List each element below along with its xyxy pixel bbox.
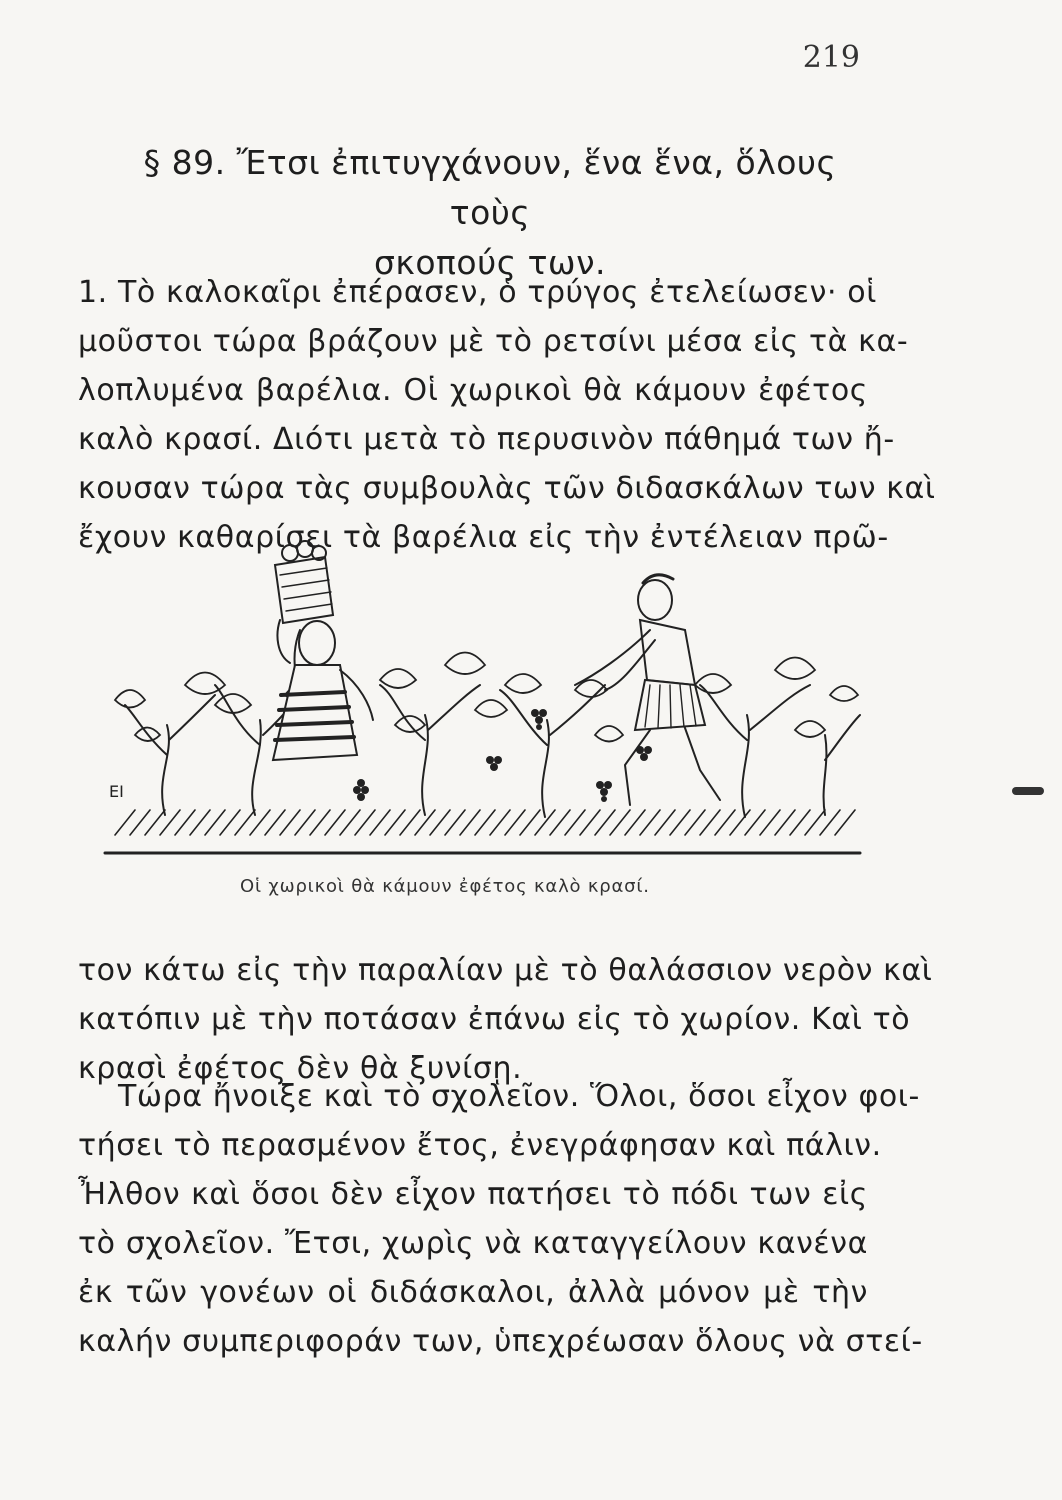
text-line: 1. Τὸ καλοκαῖρι ἐπέρασεν, ὁ τρύγος ἐτελείωσεν· οἱ xyxy=(78,275,877,310)
page-number: 219 xyxy=(802,40,860,75)
vineyard-illustration xyxy=(95,535,865,865)
woman-with-basket xyxy=(273,541,373,760)
vine-leaves xyxy=(115,653,858,742)
section-heading xyxy=(110,138,870,288)
section-heading-line-1: § 89. Ἔτσι ἐπιτυγχάνουν, ἕνα ἕνα, ὅλους τοὺς xyxy=(143,143,837,232)
grapevines xyxy=(125,685,860,817)
text-line: ἐκ τῶν γονέων οἱ διδάσκαλοι, ἀλλὰ μόνον μὲ τὴν xyxy=(78,1275,868,1310)
paragraph-3 xyxy=(78,1072,923,1366)
artist-mark: ΕΙ xyxy=(109,782,124,801)
paragraph-2 xyxy=(78,946,933,1093)
text-line: καλὸ κρασί. Διότι μετὰ τὸ περυσινὸν πάθημά των ἤ- xyxy=(78,422,895,457)
text-line: κουσαν τώρα τὰς συμβουλὰς τῶν διδασκάλων των καὶ xyxy=(78,471,936,506)
text-line: καλήν συμπεριφοράν των, ὑπεχρέωσαν ὅλους νὰ στεί- xyxy=(78,1324,923,1359)
man-picking-grapes xyxy=(575,575,720,805)
text-line: ἔχουν καθαρίσει τὰ βαρέλια εἰς τὴν ἐντέλειαν πρῶ- xyxy=(78,520,889,555)
text-line: λοπλυμένα βαρέλια. Οἱ χωρικοὶ θὰ κάμουν ἐφέτος xyxy=(78,373,868,408)
figure-caption: Οἱ χωρικοὶ θὰ κάμουν ἐφέτος καλὸ κρασί. xyxy=(240,876,650,897)
text-line: τὸ σχολεῖον. Ἔτσι, χωρὶς νὰ καταγγείλουν κανένα xyxy=(78,1226,868,1261)
text-line: κρασὶ ἐφέτος δὲν θὰ ξυνίσῃ. xyxy=(78,1051,523,1086)
text-line: κατόπιν μὲ τὴν ποτάσαν ἐπάνω εἰς τὸ χωρίον. Καὶ τὸ xyxy=(78,1002,911,1037)
text-line: τον κάτω εἰς τὴν παραλίαν μὲ τὸ θαλάσσιον νερὸν καὶ xyxy=(78,953,933,988)
section-heading-line-2: σκοπούς των. xyxy=(374,243,606,282)
paragraph-1 xyxy=(78,268,936,562)
margin-mark xyxy=(1012,787,1044,795)
text-line: Τώρα ἤνοιξε καὶ τὸ σχολεῖον. Ὅλοι, ὅσοι εἶχον φοι- xyxy=(118,1079,920,1114)
text-line: Ἦλθον καὶ ὅσοι δὲν εἶχον πατήσει τὸ πόδι των εἰς xyxy=(78,1177,868,1212)
text-line: τήσει τὸ περασμένον ἔτος, ἐνεγράφησαν καὶ πάλιν. xyxy=(78,1128,882,1163)
text-line: μοῦστοι τώρα βράζουν μὲ τὸ ρετσίνι μέσα εἰς τὰ κα- xyxy=(78,324,909,359)
